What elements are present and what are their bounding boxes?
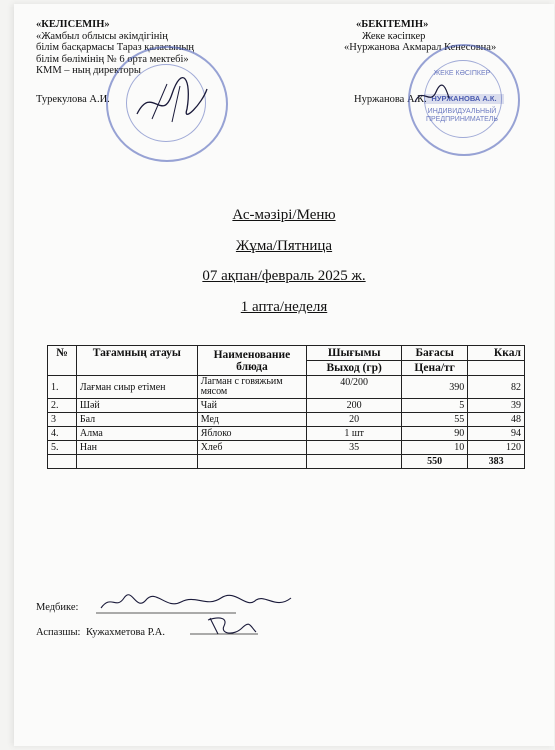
cell-price: 390: [402, 376, 468, 399]
header-kcal: Ккал: [468, 346, 525, 361]
stamp-top-text: ЖЕКЕ КӘСІПКЕР: [433, 70, 491, 77]
table-header-row: [48, 346, 525, 361]
header-yield: Шығымы: [307, 346, 402, 361]
cell-price: 10: [402, 441, 468, 455]
cell-yield: 1 шт: [307, 427, 402, 441]
table-row: [48, 427, 525, 441]
total-empty-2: [76, 455, 197, 469]
table-total-row: [48, 455, 525, 469]
cell-name-kz: Алма: [76, 427, 197, 441]
cell-name-ru: Лагман с говяжьим мясом: [197, 376, 306, 399]
cell-yield: 200: [307, 399, 402, 413]
entrepreneur-signature: [412, 84, 452, 109]
right-header-line2: «Нуржанова Акмарал Кенесовна»: [344, 42, 497, 53]
nurse-label: Медбике:: [36, 602, 79, 613]
cell-num: 1.: [48, 376, 77, 399]
table-row: [48, 441, 525, 455]
cell-name-kz: Лағман сиыр етімен: [76, 376, 197, 399]
cell-num: 4.: [48, 427, 77, 441]
cell-yield: 40/200: [307, 376, 402, 399]
stamp-bottom-text: ИНДИВИДУАЛЬНЫЙ ПРЕДПРИНИМАТЕЛЬ: [425, 108, 498, 123]
right-signer-name: Нуржанова А.К.: [354, 94, 427, 105]
total-price: 550: [402, 455, 468, 469]
total-kcal: 383: [468, 455, 525, 469]
header-yield-sub: Выход (гр): [307, 361, 402, 376]
cell-kcal: 39: [468, 399, 525, 413]
cook-name: Кужахметова Р.А.: [86, 627, 165, 638]
cell-price: 55: [402, 413, 468, 427]
left-header-line1: «Жамбыл облысы әкімдігінің: [36, 30, 168, 42]
cook-label: Аспазшы:: [36, 627, 81, 638]
table-row: [48, 376, 525, 399]
date-title: 07 ақпан/февраль 2025 ж.: [202, 268, 366, 284]
nurse-signature: [96, 590, 296, 616]
week-title: 1 апта/неделя: [240, 299, 328, 315]
header-name-ru: Наименование блюда: [197, 346, 306, 376]
cell-price: 5: [402, 399, 468, 413]
header-price: Бағасы: [402, 346, 468, 361]
table-row: [48, 413, 525, 427]
cook-signature: [190, 614, 260, 638]
cell-name-kz: Нан: [76, 441, 197, 455]
cell-name-kz: Бал: [76, 413, 197, 427]
cell-kcal: 48: [468, 413, 525, 427]
header-kcal-sub: [468, 361, 525, 376]
document-page: [14, 4, 554, 746]
cell-kcal: 94: [468, 427, 525, 441]
cell-kcal: 82: [468, 376, 525, 399]
left-header-line4: КММ – ның директоры: [36, 65, 141, 76]
director-signature: [132, 74, 212, 129]
cell-name-ru: Чай: [197, 399, 306, 413]
menu-table: [47, 345, 525, 469]
cell-yield: 20: [307, 413, 402, 427]
left-signer-name: Турекулова А.И.: [36, 94, 110, 105]
cell-name-ru: Мед: [197, 413, 306, 427]
cell-name-ru: Яблоко: [197, 427, 306, 441]
right-header-line1: Жеке кәсіпкер: [362, 30, 426, 42]
total-empty-3: [197, 455, 306, 469]
stamp-band-text: НУРЖАНОВА А.К.: [424, 94, 504, 104]
menu-title: Ас-мәзірі/Меню: [232, 207, 336, 223]
cell-price: 90: [402, 427, 468, 441]
header-num: №: [48, 346, 77, 376]
cell-num: 2.: [48, 399, 77, 413]
cell-name-ru: Хлеб: [197, 441, 306, 455]
total-empty-1: [48, 455, 77, 469]
right-header-title: «БЕКІТЕМІН»: [356, 19, 429, 30]
table-row: [48, 399, 525, 413]
cell-name-kz: Шәй: [76, 399, 197, 413]
cell-num: 5.: [48, 441, 77, 455]
cell-kcal: 120: [468, 441, 525, 455]
left-header-line3: білім бөлімінің № 6 орта мектебі»: [36, 53, 189, 65]
cell-num: 3: [48, 413, 77, 427]
day-title: Жұма/Пятница: [235, 238, 333, 254]
total-empty-4: [307, 455, 402, 469]
cell-yield: 35: [307, 441, 402, 455]
left-header-title: «КЕЛІСЕМІН»: [36, 19, 110, 30]
header-price-sub: Цена/тг: [402, 361, 468, 376]
header-name-kz: Тағамның атауы: [76, 346, 197, 376]
left-header-line2: білім басқармасы Тараз қаласының: [36, 42, 195, 53]
